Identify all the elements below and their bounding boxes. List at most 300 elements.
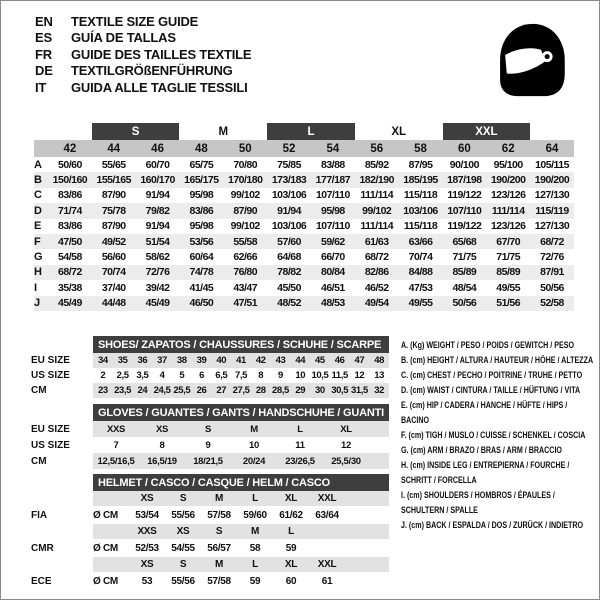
guide-title: GUÍA DE TALLAS — [71, 30, 176, 46]
shoes-value-cell: 40 — [216, 355, 227, 366]
textile-size-table — [34, 123, 574, 311]
helmet-value-cell: 60 — [285, 575, 297, 587]
size-value-cell: 74/78 — [189, 266, 214, 279]
shoes-value-cell: 31,5 — [350, 385, 368, 396]
shoes-value-cell: 30 — [315, 385, 325, 396]
size-value-cell: 111/114 — [491, 204, 525, 217]
size-value-cell: 41/45 — [189, 281, 214, 294]
gloves-value-cell: XXS — [106, 423, 126, 435]
measurement-row-label: A — [34, 158, 42, 171]
helmet-size-label: XS — [140, 493, 154, 504]
size-value-cell: 85/89 — [452, 266, 477, 279]
size-value-cell: 165/175 — [184, 174, 219, 187]
size-group-label: XL — [391, 125, 407, 138]
size-table-row — [34, 203, 574, 218]
size-table-row — [34, 249, 574, 264]
shoes-value-cell: 43 — [275, 355, 286, 366]
size-value-cell: 170/180 — [227, 174, 263, 187]
legend-item: A. (Kg) WEIGHT / PESO / POIDS / GEWITCH / PESO — [401, 340, 574, 351]
size-table-row — [34, 296, 574, 311]
diameter-unit-label: Ø CM — [93, 575, 118, 587]
size-group-label: L — [267, 123, 355, 140]
shoes-value-cell: 23,5 — [114, 385, 132, 396]
size-value-cell: 119/122 — [447, 220, 482, 233]
helmet-standard-label: FIA — [31, 509, 48, 521]
shoes-size-table — [31, 336, 389, 398]
helmet-value-cell: 52/53 — [135, 542, 159, 554]
size-column-header-row — [34, 140, 574, 157]
size-table-row — [34, 172, 574, 187]
shoes-row — [31, 368, 389, 383]
gloves-value-cell: 11 — [295, 439, 305, 451]
helmet-size-label: L — [252, 493, 258, 504]
size-value-cell: 115/119 — [535, 204, 569, 217]
size-value-cell: 91/94 — [145, 220, 170, 233]
shoes-value-cell: 12 — [354, 370, 365, 381]
helmet-size-label: XXL — [317, 493, 337, 504]
size-value-cell: 52/58 — [540, 297, 564, 310]
legend-item: J. (cm) BACK / ESPALDA / DOS / ZURÜCK / INDIETRO — [401, 520, 584, 531]
helmet-row-label-spacer — [31, 524, 93, 539]
size-value-cell: 55/65 — [101, 158, 126, 171]
helmet-size-band-row — [31, 524, 389, 539]
helmet-value-cell: 53/54 — [135, 509, 159, 521]
shoes-value-cell: 46 — [334, 355, 345, 366]
helmet-value-cell: 55/56 — [171, 575, 195, 587]
size-group-label: S — [92, 123, 180, 140]
size-value-cell: 50/56 — [540, 281, 564, 294]
gloves-row-label: EU SIZE — [31, 423, 70, 435]
size-value-cell: 185/195 — [403, 174, 438, 187]
measurement-legend — [401, 338, 596, 533]
shoes-value-cell: 24,5 — [153, 385, 171, 396]
helmet-value-cell: 57/58 — [207, 509, 231, 521]
gloves-value-cell: 12,5/16,5 — [97, 455, 135, 467]
helmet-standard-label: CMR — [31, 542, 54, 554]
size-value-cell: 53/56 — [189, 235, 214, 248]
shoes-value-cell: 26 — [196, 385, 207, 396]
size-value-cell: 49/54 — [364, 297, 389, 310]
legend-item: H. (cm) INSIDE LEG / ENTREPIERNA / FOURCHE / SCHRITT / FORCELLA — [401, 460, 570, 486]
helmet-value-cell: 59 — [285, 542, 297, 554]
helmet-value-cells — [93, 506, 389, 524]
size-value-cell: 123/126 — [490, 189, 526, 202]
size-value-cell: 107/110 — [447, 204, 482, 217]
language-code: EN — [35, 13, 53, 29]
size-value-cell: 46/51 — [320, 281, 345, 294]
language-code: DE — [35, 63, 53, 79]
size-column-header: 60 — [457, 142, 471, 155]
size-value-cell: 83/86 — [189, 204, 214, 217]
size-column-header: 62 — [501, 142, 515, 155]
shoes-value-cell: 36 — [137, 355, 148, 366]
size-value-cell: 90/100 — [449, 158, 479, 171]
size-value-cell: 127/130 — [534, 220, 570, 233]
legend-item: F. (cm) TIGH / MUSLO / CUISSE / SCHENKEL / COSCIA — [401, 430, 586, 441]
gloves-value-cell: 7 — [113, 439, 119, 451]
helmet-value-cells — [93, 539, 389, 557]
size-value-cell: 72/76 — [540, 251, 564, 264]
size-value-cell: 99/102 — [230, 189, 260, 202]
language-title-list — [35, 13, 251, 96]
size-value-cell: 80/84 — [320, 266, 345, 279]
shoes-value-cell: 45 — [315, 355, 325, 366]
size-value-cell: 61/63 — [364, 235, 389, 248]
size-value-cell: 49/55 — [496, 281, 521, 294]
size-value-cell: 85/92 — [364, 158, 389, 171]
size-value-cell: 51/54 — [145, 235, 170, 248]
helmet-value-cell: 63/64 — [315, 509, 339, 521]
size-column-header: 56 — [370, 142, 384, 155]
helmet-value-row — [31, 572, 389, 590]
language-row-es — [35, 30, 251, 47]
size-value-cell: 95/98 — [189, 189, 214, 202]
helmet-value-cell: 59 — [249, 575, 261, 587]
gloves-value-cell: 25,5/30 — [331, 455, 361, 467]
gloves-size-table — [31, 404, 389, 469]
shoes-value-cell: 27,5 — [232, 385, 250, 396]
size-value-cell: 70/80 — [233, 158, 258, 171]
language-row-fr — [35, 46, 251, 63]
size-value-cell: 43/47 — [233, 281, 258, 294]
size-value-cell: 83/86 — [58, 220, 82, 233]
shoes-value-cell: 10 — [295, 370, 306, 381]
shoes-value-cell: 10,5 — [311, 370, 329, 381]
helmet-value-cell: 56/57 — [207, 542, 231, 554]
size-column-header: 48 — [195, 142, 208, 155]
size-value-cell: 75/78 — [101, 204, 126, 217]
diameter-unit-label: Ø CM — [93, 542, 118, 554]
language-code: FR — [35, 46, 52, 62]
gloves-value-cell: S — [204, 423, 212, 435]
guide-title: TEXTILE SIZE GUIDE — [71, 13, 199, 29]
gloves-value-cell: 20/24 — [242, 455, 266, 467]
shoes-value-cell: 48 — [374, 355, 385, 366]
gloves-value-cell: XS — [155, 423, 169, 435]
size-value-cell: 85/89 — [496, 266, 521, 279]
size-value-cell: 99/102 — [362, 204, 392, 217]
size-value-cell: 49/52 — [101, 235, 126, 248]
size-value-cell: 177/187 — [315, 174, 351, 187]
helmet-size-band-cells — [93, 557, 389, 572]
shoes-value-cell: 23 — [97, 385, 108, 396]
size-value-cell: 87/90 — [101, 189, 126, 202]
helmet-value-cell: 61/62 — [279, 509, 303, 521]
language-row-de — [35, 63, 251, 80]
size-value-cell: 87/91 — [540, 266, 564, 279]
size-value-cell: 50/60 — [58, 158, 82, 171]
measurement-row-label: E — [34, 220, 41, 233]
helmet-value-cell: 58 — [249, 542, 261, 554]
legend-item: G. (cm) ARM / BRAZO / BRAS / ARM / BRACCIO — [401, 445, 562, 456]
size-value-cell: 65/68 — [452, 235, 477, 248]
helmet-value-cells — [93, 572, 389, 590]
size-value-cell: 68/72 — [540, 235, 564, 248]
shoes-value-cell: 5 — [179, 370, 185, 381]
helmet-size-label: M — [214, 493, 224, 504]
legend-item: D. (cm) WAIST / CINTURA / TAILLE / HÜFTUNG / VITA — [401, 385, 581, 396]
size-value-cell: 103/106 — [403, 204, 438, 217]
unit-spacer — [93, 524, 129, 539]
size-value-cell: 68/72 — [364, 251, 389, 264]
helmet-size-band-row — [31, 557, 389, 572]
helmet-size-label: L — [252, 559, 258, 570]
shoes-value-cell: 7,5 — [235, 370, 248, 381]
shoes-value-cell: 11,5 — [331, 370, 348, 381]
size-value-cell: 115/118 — [403, 220, 438, 233]
size-value-cell: 83/86 — [58, 189, 82, 202]
size-value-cell: 60/70 — [145, 158, 170, 171]
shoes-cells — [93, 353, 389, 368]
size-table-row — [34, 188, 574, 203]
gloves-cells — [93, 437, 389, 453]
helmet-size-label: XL — [284, 559, 298, 570]
gloves-section-title: GLOVES / GUANTES / GANTS / HANDSCHUHE / GUANTI — [93, 404, 389, 421]
measurement-row-label: G — [34, 251, 43, 264]
shoes-value-cell: 29 — [295, 385, 306, 396]
size-table-row — [34, 219, 574, 234]
helmet-size-label: S — [179, 559, 187, 570]
size-value-cell: 95/98 — [320, 204, 345, 217]
helmet-size-label: XXL — [317, 559, 337, 570]
helmet-value-cell: 55/56 — [171, 509, 195, 521]
helmet-value-cell: 59/60 — [243, 509, 267, 521]
size-value-cell: 78/82 — [277, 266, 301, 279]
helmet-value-row — [31, 539, 389, 557]
legend-item: C. (cm) CHEST / PECHO / POITRINE / TRUHE / PETTO — [401, 370, 583, 381]
guide-title: GUIDA ALLE TAGLIE TESSILI — [71, 79, 248, 95]
size-value-cell: 45/49 — [58, 297, 82, 310]
size-value-cell: 95/100 — [493, 158, 523, 171]
row-label-spacer — [34, 140, 48, 157]
size-value-cell: 58/62 — [145, 251, 170, 264]
diameter-unit-label: Ø CM — [93, 509, 118, 521]
size-table-row — [34, 157, 574, 172]
gloves-cells — [93, 453, 389, 469]
shoes-row-label: CM — [31, 385, 47, 396]
gloves-value-cell: 12 — [341, 439, 351, 451]
size-value-cell: 99/102 — [230, 220, 260, 233]
gloves-value-cell: 8 — [159, 439, 165, 451]
language-row-en — [35, 13, 251, 30]
size-value-cell: 37/40 — [101, 281, 126, 294]
helmet-size-table — [31, 474, 389, 590]
racing-helmet-icon — [490, 14, 574, 106]
size-value-cell: 111/114 — [360, 189, 394, 202]
size-column-header: 52 — [282, 142, 296, 155]
size-value-cell: 66/70 — [320, 251, 345, 264]
shoes-value-cell: 3,5 — [136, 370, 149, 381]
legend-item: B. (cm) HEIGHT / ALTURA / HAUTEUR / HÖHE / ALTEZZA — [401, 355, 594, 366]
shoes-rows — [31, 353, 389, 398]
language-row-it — [35, 79, 251, 96]
size-value-cell: 47/53 — [408, 281, 433, 294]
size-value-cell: 47/50 — [58, 235, 82, 248]
helmet-size-band-cells — [93, 524, 389, 539]
helmet-standard-label: ECE — [31, 575, 52, 587]
size-value-cell: 71/74 — [58, 204, 82, 217]
unit-spacer — [93, 491, 129, 506]
size-value-cell: 190/200 — [490, 174, 526, 187]
helmet-size-label: XXS — [137, 526, 157, 537]
helmet-value-cell: 54/55 — [171, 542, 195, 554]
language-code: ES — [35, 30, 52, 46]
unit-spacer — [93, 557, 129, 572]
size-column-header: 50 — [238, 142, 252, 155]
size-value-cell: 64/68 — [277, 251, 301, 264]
gloves-row — [31, 437, 389, 453]
shoes-value-cell: 35 — [117, 355, 128, 366]
size-value-cell: 50/56 — [452, 297, 477, 310]
size-column-header: 64 — [545, 142, 559, 155]
size-group-label: XXL — [443, 123, 531, 140]
size-group-spacer — [530, 123, 574, 140]
size-value-cell: 119/122 — [447, 189, 482, 202]
shoes-value-cell: 38 — [176, 355, 187, 366]
size-value-cell: 68/72 — [58, 266, 82, 279]
size-value-cell: 123/126 — [490, 220, 526, 233]
size-value-cell: 71/75 — [496, 251, 521, 264]
size-value-cell: 48/54 — [452, 281, 477, 294]
size-value-cell: 70/74 — [101, 266, 126, 279]
size-value-cell: 155/165 — [96, 174, 131, 187]
shoes-value-cell: 6,5 — [215, 370, 228, 381]
size-value-cell: 63/66 — [408, 235, 433, 248]
measurement-row-label: H — [34, 266, 42, 279]
legend-item: E. (cm) HIP / CADERA / HANCHE / HÜFTE / HIPS / BACINO — [401, 400, 568, 426]
size-value-cell: 107/110 — [315, 189, 350, 202]
gloves-row — [31, 453, 389, 469]
size-value-cell: 45/50 — [277, 281, 301, 294]
size-value-cell: 49/55 — [408, 297, 433, 310]
size-column-header: 44 — [107, 142, 121, 155]
shoes-value-cell: 34 — [97, 355, 108, 366]
size-value-cell: 54/58 — [58, 251, 82, 264]
size-value-cell: 60/64 — [189, 251, 214, 264]
gloves-cells — [93, 421, 389, 437]
size-value-cell: 72/76 — [145, 266, 170, 279]
size-value-cell: 46/52 — [364, 281, 389, 294]
helmet-value-cell: 61 — [321, 575, 333, 587]
size-value-cell: 39/42 — [145, 281, 170, 294]
gloves-value-cell: L — [297, 423, 303, 435]
shoes-row — [31, 383, 389, 398]
size-value-cell: 107/110 — [315, 220, 350, 233]
measurement-row-label: F — [34, 235, 41, 248]
shoes-value-cell: 44 — [295, 355, 306, 366]
legend-item: I. (cm) SHOULDERS / HOMBROS / ÉPAULES / SCHULTERN / SPALLE — [401, 490, 555, 516]
helmet-size-label: M — [214, 559, 224, 570]
shoes-value-cell: 28 — [255, 385, 266, 396]
shoes-value-cell: 37 — [157, 355, 167, 366]
size-value-cell: 91/94 — [277, 204, 301, 217]
guide-title: TEXTILGRÖßENFÜHRUNG — [71, 63, 233, 79]
helmet-value-cell: 53 — [141, 575, 153, 587]
gloves-row-label: CM — [31, 455, 47, 467]
size-value-cell: 160/170 — [140, 174, 175, 187]
size-table-row — [34, 234, 574, 249]
measurement-row-label: B — [34, 174, 42, 187]
size-column-header: 42 — [63, 142, 77, 155]
helmet-value-row — [31, 506, 389, 524]
helmet-section-title: HELMET / CASCO / CASQUE / HELM / CASCO — [93, 474, 389, 491]
helmet-size-label: M — [250, 526, 260, 537]
size-value-cell: 55/58 — [233, 235, 258, 248]
shoes-value-cell: 25,5 — [173, 385, 191, 396]
shoes-value-cell: 24 — [137, 385, 148, 396]
size-column-header: 58 — [414, 142, 427, 155]
size-value-cell: 65/75 — [189, 158, 214, 171]
size-value-cell: 46/50 — [189, 297, 214, 310]
gloves-rows — [31, 421, 389, 469]
shoes-value-cell: 28,5 — [272, 385, 289, 396]
size-value-cell: 71/75 — [452, 251, 477, 264]
gloves-value-cell: 18/21,5 — [193, 455, 223, 467]
gloves-row — [31, 421, 389, 437]
size-value-cell: 111/114 — [360, 220, 394, 233]
helmet-size-band-cells — [93, 491, 389, 506]
size-value-cell: 47/51 — [233, 297, 258, 310]
shoes-value-cell: 2 — [100, 370, 106, 381]
size-table-row — [34, 265, 574, 280]
size-value-cell: 190/200 — [534, 174, 570, 187]
shoes-value-cell: 9 — [278, 370, 283, 381]
size-value-cell: 127/130 — [534, 189, 570, 202]
helmet-row-label-spacer — [31, 491, 93, 506]
shoes-value-cell: 32 — [374, 385, 385, 396]
size-group-spacer — [34, 123, 92, 140]
size-value-cell: 105/115 — [535, 158, 569, 171]
size-value-cell: 35/38 — [58, 281, 82, 294]
measurement-row-label: D — [34, 204, 42, 217]
helmet-size-label: XL — [284, 493, 298, 504]
helmet-value-cell: 57/58 — [207, 575, 231, 587]
size-value-cell: 70/74 — [408, 251, 433, 264]
shoes-value-cell: 41 — [236, 355, 246, 366]
size-value-cell: 75/85 — [277, 158, 301, 171]
gloves-value-cell: 9 — [205, 439, 211, 451]
size-group-header-row — [34, 123, 574, 140]
shoes-value-cell: 47 — [354, 355, 365, 366]
size-value-cell: 67/70 — [496, 235, 521, 248]
size-value-cell: 187/198 — [447, 174, 482, 187]
size-value-cell: 79/82 — [145, 204, 170, 217]
helmet-size-label: L — [288, 526, 294, 537]
textile-size-rows — [34, 157, 574, 311]
size-value-cell: 59/62 — [320, 235, 345, 248]
shoes-section-title: SHOES/ ZAPATOS / CHAUSSURES / SCHUHE / SCARPE — [93, 336, 389, 353]
shoes-row — [31, 353, 389, 368]
gloves-value-cell: M — [250, 423, 258, 435]
size-value-cell: 95/98 — [189, 220, 214, 233]
size-value-cell: 45/49 — [145, 297, 170, 310]
gloves-value-cell: 23/26,5 — [285, 455, 315, 467]
shoes-row-label: US SIZE — [31, 370, 70, 381]
size-value-cell: 182/190 — [359, 174, 394, 187]
size-column-header: 54 — [326, 142, 340, 155]
gloves-value-cell: XL — [340, 423, 352, 435]
shoes-value-cell: 42 — [255, 355, 266, 366]
shoes-cells — [93, 368, 389, 383]
size-value-cell: 48/53 — [320, 297, 345, 310]
size-value-cell: 115/118 — [403, 189, 438, 202]
size-value-cell: 91/94 — [145, 189, 170, 202]
gloves-value-cell: 16,5/19 — [147, 455, 177, 467]
shoes-value-cell: 2,5 — [116, 370, 129, 381]
shoes-value-cell: 13 — [374, 370, 385, 381]
size-value-cell: 51/56 — [496, 297, 521, 310]
size-value-cell: 56/60 — [101, 251, 126, 264]
